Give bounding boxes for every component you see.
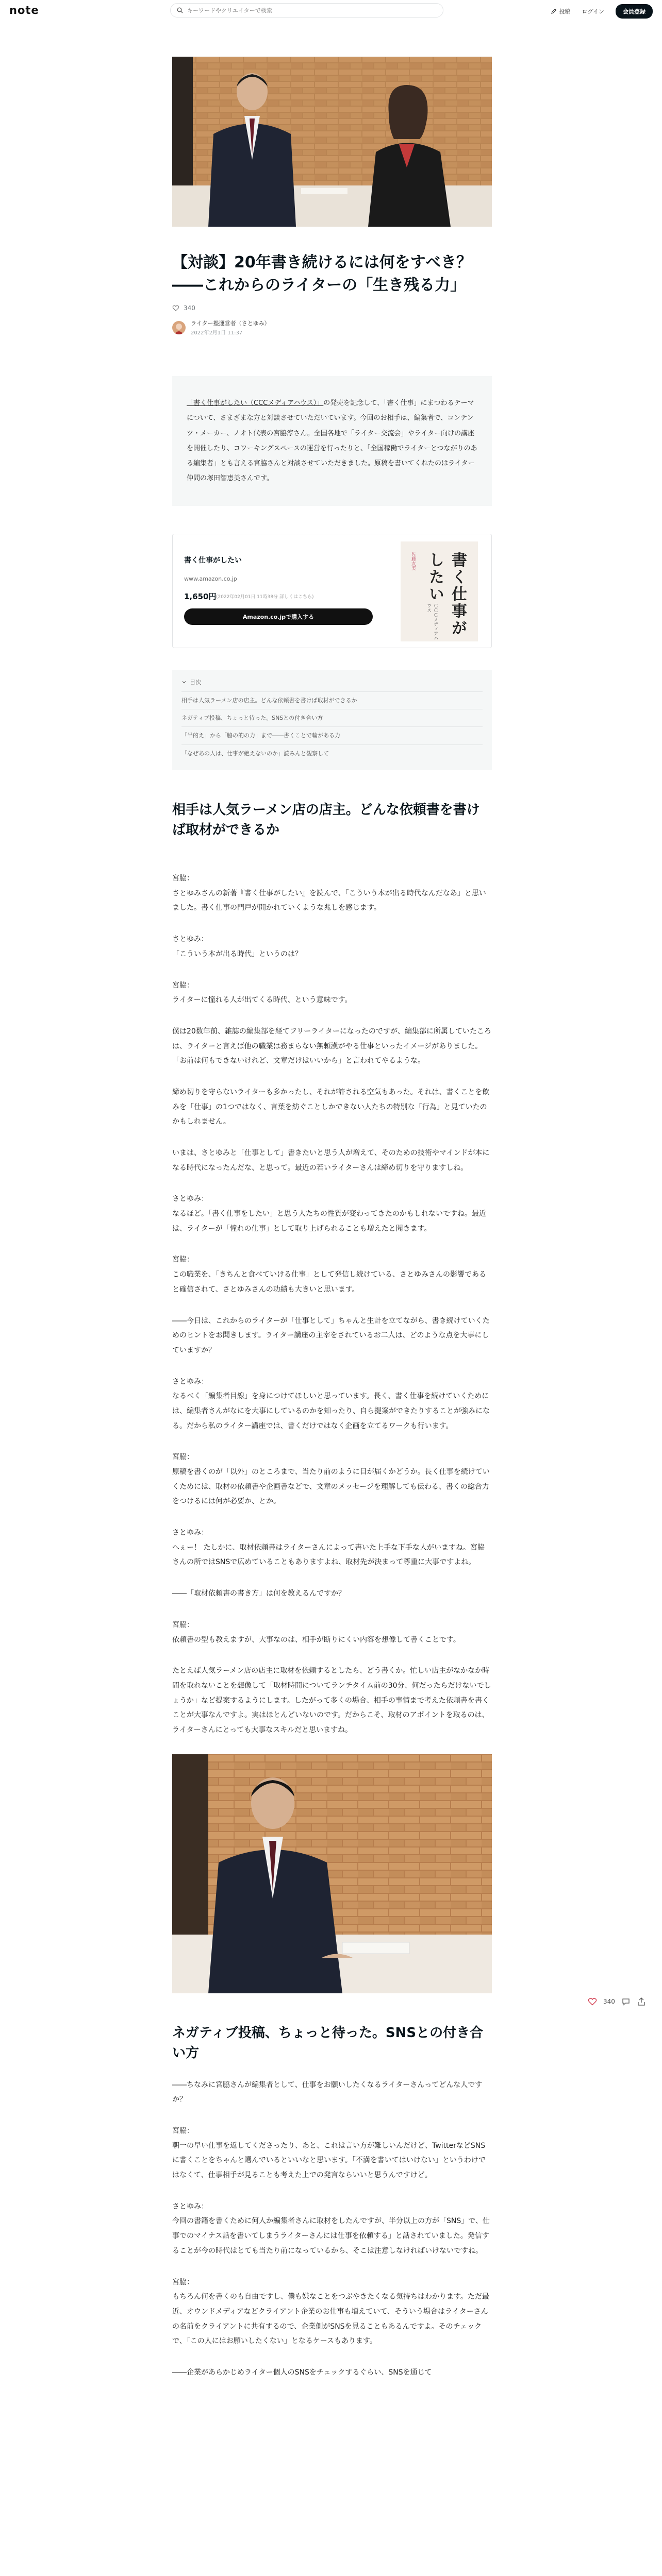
heart-icon[interactable]	[172, 304, 179, 312]
section-body	[172, 871, 492, 1738]
book-cover-author: 佐藤友美	[410, 551, 416, 570]
paragraph: 宮脇： 朝一の早い仕事を返してくださったり、あと、これは言い方が難しいんだけど、TwitterなどSNSに書くことをちゃんと選んでいるといいなと思います。「不満を書いてはいけない」というわけではなくて、仕事相手が見ることも考えた上での発言ならいいと思うんですけど。	[172, 2127, 486, 2180]
paragraph: さとゆみ： なるべく「編集者目線」を身につけてほしいと思っています。長く、書く仕事を続けていくためには、編集者さんがなにを大事にしているのかを知ったり、自ら提案ができたりすることが強みになる。だから私のライター講座では、書くだけではなく企画を立てるワークも行います。	[172, 1377, 490, 1430]
book-cover-publisher: ＣＣＣメディアハウス	[426, 603, 438, 640]
pen-icon	[551, 8, 557, 14]
toc-item[interactable]: 「なぜあの人は、仕事が絶えないのか」読みんと観察して	[181, 744, 483, 762]
section-heading: ネガティブ投稿、ちょっと待った。SNSとの付き合い方	[172, 2025, 484, 2061]
like-row	[172, 304, 492, 312]
paragraph: 僕は20数年前、雑誌の編集部を経てフリーライターになったのですが、編集部に所属していたころは、ライターと言えば他の職業は務まらない無頼漢がやる仕事といったイメージがありました。「お前は何もできないけれど、文章だけはいいから」と言われてやるような。	[172, 1027, 491, 1065]
article-title	[172, 251, 492, 296]
search-input[interactable]	[187, 7, 435, 14]
paragraph: さとゆみ： 今回の書籍を書くために何人か編集者さんに取材をしたんですが、半分以上の方が「SNS」で、仕事でのマイナス話を書いてしまうライターさんには仕事を依頼する」と話されていました。発信することが今の時代はとても当たり前になっているから、そこは注意しなければいけないですね。	[172, 2202, 490, 2255]
floating-actions	[588, 1997, 646, 2006]
paragraph: 宮脇： もちろん何を書くのも自由ですし、僕も嫌なことをつぶやきたくなる気持ちはわかります。ただ最近、オウンドメディアなどクライアント企業のお仕事も増えていて、そういう場合はライターさんの名前をクライアントに共有するので、企業側がSNSを見ることもあるんですよ。そのチェックで、「この人にはお願いしたくない」となるケースもあります。	[172, 2278, 489, 2346]
search-box[interactable]	[170, 3, 443, 18]
paragraph: 宮脇： この職業を、「きちんと食べていける仕事」として発信し続けている、さとゆみさんの影響であると確信されて、さとゆみさんの功績も大きいと思います。	[172, 1256, 486, 1294]
amazon-card[interactable]	[172, 534, 492, 648]
note-logo[interactable]: note	[9, 4, 39, 16]
heart-icon[interactable]	[588, 1997, 597, 2006]
post-label: 投稿	[559, 8, 571, 15]
paragraph: ――ちなみに宮脇さんが編集者として、仕事をお願いしたくなるライターさんってどんな人ですか？	[172, 2080, 483, 2104]
toc-item[interactable]: 相手は人気ラーメン店の店主。どんな依頼書を書けば取材ができるか	[181, 691, 483, 709]
title-line-1: 【対談】20年書き続けるには何をすべき？	[172, 253, 472, 272]
paragraph: さとゆみ： へぇー！ たしかに、取材依頼書はライターさんによって書いた上手な下手な人がいますね。宮脇さんの所ではSNSで広めていることもありますよね、取材先が決まって尊重に大事ですよね。	[172, 1529, 485, 1567]
paragraph: ――今日は、これからのライターが「仕事として」ちゃんと生計を立てながら、書き続けていくためのヒントをお聞きします。ライター講座の主宰をされているお二人は、どのような点を大事にしていますか？	[172, 1316, 490, 1354]
login-link[interactable]: ログイン	[582, 8, 604, 15]
paragraph: 宮脇： 依頼書の型も教えますが、大事なのは、相手が断りにくい内容を想像して書くことです。	[172, 1620, 460, 1644]
interview-photo	[172, 1754, 492, 1993]
amazon-url: www.amazon.co.jp	[184, 575, 237, 582]
book-cover-title: 書く仕事がしたい	[426, 551, 467, 637]
section-body	[172, 2078, 492, 2380]
signup-button[interactable]: 会員登録	[616, 4, 653, 19]
paragraph: ――企業があらかじめライター個人のSNSをチェックするぐらい、SNSを通じて	[172, 2368, 432, 2377]
book-cover[interactable]	[401, 541, 478, 641]
paragraph: さとゆみ： 「こういう本が出る時代」というのは？	[172, 935, 302, 958]
paragraph: 宮脇： さとゆみさんの新著『書く仕事がしたい』を読んで、「こういう本が出る時代なんだなあ」と思いました。書く仕事の門戸が開かれていくような兆しを感じます。	[172, 874, 486, 912]
floating-like-count: 340	[603, 1998, 615, 2005]
chevron-down-icon	[181, 680, 187, 685]
table-of-contents	[172, 670, 492, 771]
intro-box	[172, 376, 492, 506]
paragraph: さとゆみ： なるほど。「書く仕事をしたい」と思う人たちの性質が変わってきたのかもしれないですね。最近は、ライターが「憧れの仕事」として取り上げられることも増えたと聞きます。	[172, 1195, 486, 1233]
title-line-2: ――これからのライターの「生き残る力」	[172, 276, 466, 294]
paragraph: ――「取材依頼書の書き方」は何を教えるんですか？	[172, 1589, 345, 1598]
intro-text: の発売を記念して、「書く仕事」にまつわるテーマについて、さまざまな方と対談させていただいています。今回のお相手は、編集者で、コンテンツ・メーカー、ノオト代表の宮脇淳さん。全国各地で「ライター交流会」やライター向けの講座を開催したり、コワーキングスペースの運営を行ったりと、「全国稼働でライターとつながりのある編集者」とも言える宮脇さんと対談させていただきました。原稿を書いてくれたのはライター仲間の塚田智恵美さんです。	[187, 399, 477, 483]
toc-item[interactable]: ネガティブ投稿、ちょっと待った。SNSとの付き合い方	[181, 709, 483, 726]
amazon-title[interactable]: 書く仕事がしたい	[184, 556, 242, 565]
paragraph: たとえば人気ラーメン店の店主に取材を依頼するとしたら、どう書くか。忙しい店主がなかなか時間を取れないことを想像して「取材時間についてランチタイム前の30分、何だったらだけないでしょうか」など提案するようにします。したがって多くの場合、相手の事情まで考えた依頼書を書くことが大事なんですよ。実はほとんどいないのです。だからこそ、取材のアポイントを取るのは、ライターさんにとっても大事なスキルだと思いますね。	[172, 1667, 491, 1734]
author-row[interactable]	[172, 319, 492, 336]
toc-toggle[interactable]	[181, 678, 483, 686]
section-heading: 相手は人気ラーメン店の店主。どんな依頼書を書けば取材ができるか	[172, 802, 480, 838]
toc-item[interactable]: 「半的え」から「脇の的の力」まで――書くことで輪がある力	[181, 726, 483, 744]
search-icon	[177, 7, 183, 13]
top-header	[0, 0, 662, 21]
paragraph: 締め切りを守らないライターも多かったし、それが許される空気もあった。それは、書くことを飲みを「仕事」の1つではなく、言葉を紡ぐことしかできない人たちの特別な「行為」と見ていたのかもしれません。	[172, 1088, 490, 1126]
article-column	[172, 57, 492, 2397]
amazon-price-note: (2022年02月01日 11時38分 詳しくはこちら)	[216, 594, 314, 600]
publish-date: 2022年2月1日 11:37	[191, 330, 243, 336]
paragraph: 宮脇： ライターに憧れる人が出てくる時代、という意味です。	[172, 981, 352, 1005]
amazon-buy-button[interactable]: Amazon.co.jpで購入する	[184, 608, 373, 625]
paragraph: 宮脇： 原稿を書くのが「以外」のところまで、当たり前のように目が届くかどうか。長く仕事を続けていくためには、取材の依頼書や企画書などで、文章のメッセージを理解しても伝わる、書くの総合力をつけるには何が必要か、とか。	[172, 1453, 490, 1506]
amazon-price: 1,650円	[184, 591, 217, 601]
toc-title: 目次	[190, 679, 201, 686]
author-name[interactable]: ライター塾運営者（さとゆみ）	[191, 320, 270, 327]
paragraph: いまは、さとゆみと「仕事として」書きたいと思う人が増えて、そのための技術やマインドが本になる時代になったんだな、と思って。最近の若いライターさんは締め切りを守りますしね。	[172, 1149, 490, 1172]
comment-icon[interactable]	[621, 1997, 631, 2006]
author-avatar[interactable]	[172, 321, 186, 334]
book-link[interactable]: 「書く仕事がしたい（CCCメディアハウス）」	[187, 399, 324, 407]
hero-photo	[172, 57, 492, 227]
share-icon[interactable]	[637, 1997, 646, 2006]
like-count: 340	[184, 304, 195, 312]
post-link[interactable]	[551, 7, 571, 15]
